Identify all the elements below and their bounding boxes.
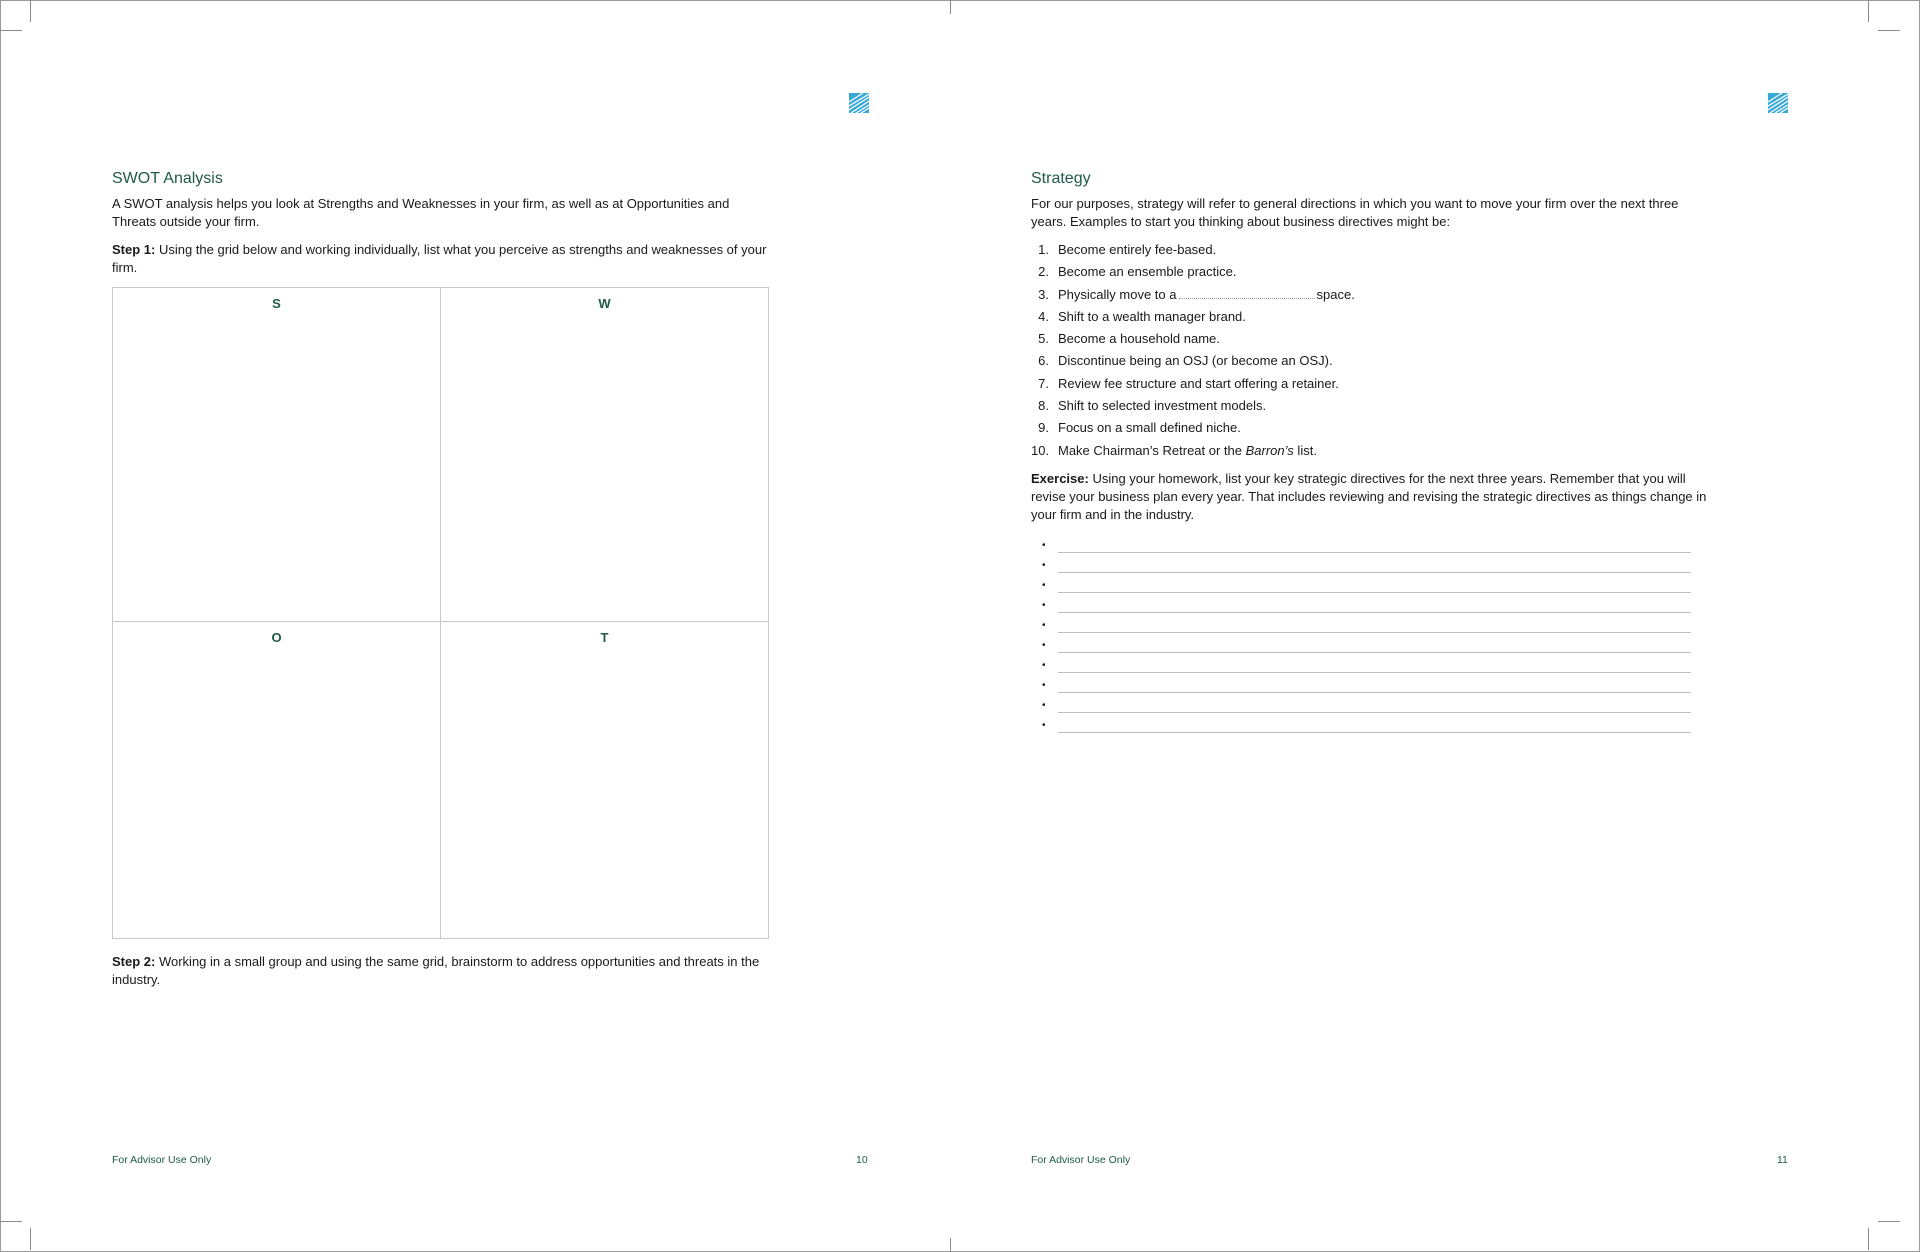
intro-paragraph: For our purposes, strategy will refer to general directions in which you want to move your firm over the next three years. Examples to start you thinking about business directives might be:	[1031, 196, 1679, 229]
step2-text: Working in a small group and using the same grid, brainstorm to address opportunities and threats in the industry.	[112, 954, 760, 987]
threats-letter: T	[600, 630, 609, 645]
answer-line[interactable]: •	[1031, 558, 1691, 578]
sunburst-stripes-icon	[1768, 93, 1788, 113]
page-title: SWOT Analysis	[112, 170, 223, 187]
answer-line[interactable]: •	[1031, 618, 1691, 638]
crop-mark	[1868, 0, 1869, 22]
page-number: 11	[1777, 1154, 1788, 1166]
crop-mark	[1878, 30, 1900, 31]
swot-section	[112, 169, 772, 999]
opportunities-cell[interactable]	[113, 622, 441, 938]
answer-line[interactable]: •	[1031, 538, 1691, 558]
answer-line[interactable]: •	[1031, 678, 1691, 698]
strategy-section	[1031, 169, 1711, 754]
step1-label: Step 1:	[112, 242, 156, 257]
opportunities-letter: O	[271, 630, 282, 645]
fill-in-blank[interactable]	[1179, 286, 1315, 299]
page-number: 10	[856, 1154, 868, 1166]
strengths-cell[interactable]	[113, 288, 441, 622]
sunburst-stripes-icon	[849, 93, 869, 113]
intro-paragraph: A SWOT analysis helps you look at Strengths and Weaknesses in your firm, as well as at Opportunities and Threats outside your firm.	[112, 196, 730, 229]
directives-list	[1031, 241, 1711, 460]
list-item: 4. Shift to a wealth manager brand.	[1038, 308, 1246, 324]
answer-line[interactable]: •	[1031, 718, 1691, 738]
step1-paragraph	[112, 241, 772, 277]
list-item: 8. Shift to selected investment models.	[1038, 398, 1267, 414]
list-item: 3. Physically move to a space.	[1038, 286, 1355, 302]
crop-mark	[1868, 1228, 1869, 1250]
answer-line[interactable]: •	[1031, 598, 1691, 618]
swot-grid	[112, 287, 769, 939]
exercise-text: Using your homework, list your key strategic directives for the next three years. Remember that you will revise your business plan every year. That includes reviewing and revising the strategic directives as things change in your firm and in the industry.	[1031, 470, 1707, 522]
list-item: 1. Become entirely fee-based.	[1038, 242, 1217, 257]
list-item: 6. Discontinue being an OSJ (or become an OSJ).	[1038, 353, 1333, 369]
weaknesses-cell[interactable]	[441, 288, 768, 622]
footer-disclaimer: For Advisor Use Only	[1031, 1154, 1131, 1166]
right-page	[920, 0, 1840, 1252]
list-item: 2. Become an ensemble practice.	[1038, 264, 1237, 280]
crop-mark	[1878, 1221, 1900, 1222]
answer-line[interactable]: •	[1031, 638, 1691, 658]
answer-lines	[1031, 538, 1691, 738]
strengths-letter: S	[272, 296, 281, 311]
footer-disclaimer: For Advisor Use Only	[112, 1154, 212, 1166]
step2-label: Step 2:	[112, 954, 156, 969]
list-item: 7. Review fee structure and start offering a retainer.	[1038, 375, 1339, 391]
left-page	[0, 0, 920, 1252]
answer-line[interactable]: •	[1031, 578, 1691, 598]
threats-cell[interactable]	[441, 622, 768, 938]
step1-text: Using the grid below and working individually, list what you perceive as strengths and weaknesses of your firm.	[112, 242, 767, 275]
list-item: 5. Become a household name.	[1038, 331, 1220, 347]
exercise-paragraph	[1031, 470, 1711, 524]
step2-paragraph	[112, 953, 772, 989]
list-item: 10. Make Chairman’s Retreat or the Barron’s list.	[1031, 442, 1317, 458]
list-item: 9. Focus on a small defined niche.	[1038, 420, 1241, 436]
weaknesses-letter: W	[598, 296, 611, 311]
answer-line[interactable]: •	[1031, 658, 1691, 678]
exercise-label: Exercise:	[1031, 470, 1089, 486]
answer-line[interactable]: •	[1031, 698, 1691, 718]
page-title: Strategy	[1031, 170, 1091, 187]
